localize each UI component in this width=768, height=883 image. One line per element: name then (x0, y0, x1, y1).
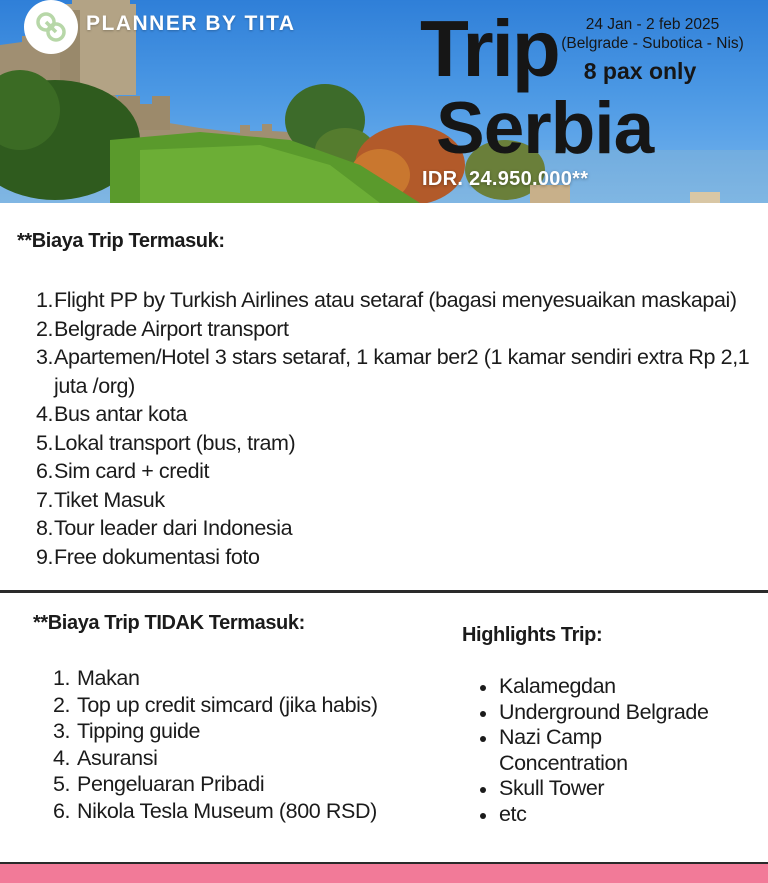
list-item: 5.Lokal transport (bus, tram) (36, 430, 296, 455)
list-item: 6. Nikola Tesla Museum (800 RSD) (53, 798, 377, 823)
list-item: 7.Tiket Masuk (36, 487, 165, 512)
trip-price: IDR. 24.950.000** (422, 168, 589, 190)
list-item: Skull Tower (478, 776, 709, 802)
list-item: 1. Makan (53, 666, 140, 690)
trip-dates: 24 Jan - 2 feb 2025 (585, 16, 720, 33)
list-item: Kalamegdan (478, 674, 709, 700)
list-item: 9.Free dokumentasi foto (36, 544, 260, 569)
list-item: 2.Belgrade Airport transport (36, 316, 289, 341)
trip-route: (Belgrade - Subotica - Nis) (561, 35, 744, 52)
tita-logo-icon (33, 9, 69, 45)
list-item: etc (478, 802, 709, 828)
list-item: 2. Top up credit simcard (jika habis) (53, 692, 378, 717)
brand-logo (24, 0, 78, 54)
section-divider (0, 590, 768, 593)
list-item: 8.Tour leader dari Indonesia (36, 516, 293, 540)
footer-bar (0, 862, 768, 883)
trip-dates-block (555, 15, 750, 53)
included-heading: **Biaya Trip Termasuk: (17, 230, 225, 252)
list-item: 3. Tipping guide (53, 719, 201, 743)
excluded-heading: **Biaya Trip TIDAK Termasuk: (33, 612, 305, 634)
highlights-list (478, 674, 709, 827)
list-item: 5. Pengeluaran Pribadi (53, 772, 265, 796)
list-item: Nazi Camp Concentration (478, 725, 649, 776)
pax-limit: 8 pax only (583, 58, 697, 84)
list-item: 4. Asuransi (53, 745, 158, 770)
included-list (36, 286, 756, 571)
highlights-heading: Highlights Trip: (462, 624, 603, 646)
title-line-trip: Trip (420, 4, 559, 93)
list-item: 1.Flight PP by Turkish Airlines atau setaraf (bagasi menyesuaikan maskapai) (36, 288, 737, 312)
hero-banner (0, 0, 768, 203)
title-line-serbia: Serbia (436, 88, 654, 169)
list-item: 3.Apartemen/Hotel 3 stars setaraf, 1 kamar ber2 (1 kamar sendiri extra Rp 2,1 juta /org) (36, 345, 750, 398)
list-item: 6.Sim card + credit (36, 459, 210, 483)
list-item: Underground Belgrade (478, 700, 709, 726)
brand-name: PLANNER BY TITA (86, 12, 296, 35)
excluded-list (53, 665, 378, 824)
list-item: 4.Bus antar kota (36, 402, 188, 426)
